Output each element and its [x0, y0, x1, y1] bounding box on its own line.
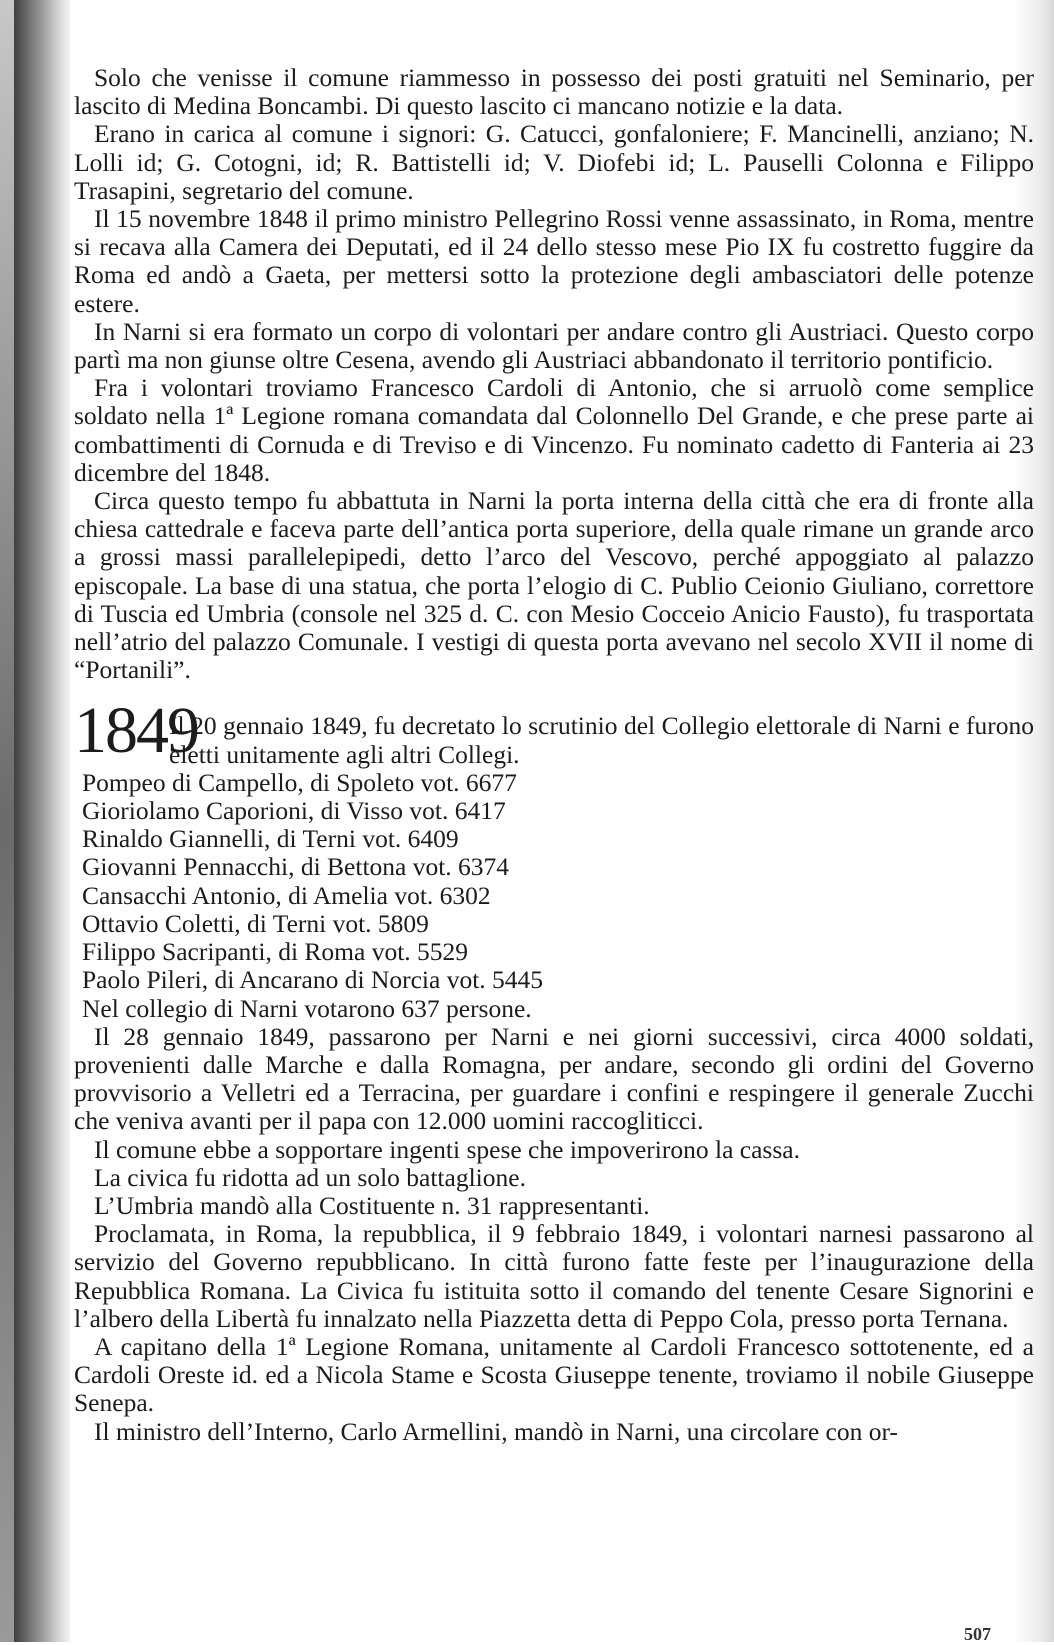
paragraph: La civica fu ridotta ad un solo battaglione.: [94, 1162, 526, 1192]
paragraph: Il 15 novembre 1848 il primo ministro Pellegrino Rossi venne assassinato, in Roma, mentre si recava alla Camera dei Deputati, ed il 24 dello stesso mese Pio IX fu costretto fuggire da Roma ed andò a Gaeta, per mettersi sotto la protezione degli ambasciatori delle potenze estere.: [74, 204, 1034, 318]
page-number: 507: [964, 1624, 991, 1644]
list-item: Gioriolamo Caporioni, di Visso vot. 6417: [82, 796, 506, 826]
list-item: Filippo Sacripanti, di Roma vot. 5529: [82, 937, 469, 967]
page-body: [74, 64, 1034, 1446]
paragraph: Erano in carica al comune i signori: G. Catucci, gonfaloniere; F. Mancinelli, anziano; N. Lolli id; G. Cotogni, id; R. Battistelli id; V. Diofebi id; L. Pauselli Colonna e Filippo Trasapini, segretario del comune.: [74, 119, 1034, 205]
paragraph: Il comune ebbe a sopportare ingenti spese che impoverirono la cassa.: [94, 1134, 800, 1164]
paragraph: In Narni si era formato un corpo di volontari per andare contro gli Austriaci. Questo corpo partì ma non giunse oltre Cesena, avendo gli Austriaci abbandonato il territorio pontificio.: [74, 316, 1034, 375]
list-item: Pompeo di Campello, di Spoleto vot. 6677: [82, 767, 517, 797]
paragraph: Il ministro dell’Interno, Carlo Armellini, mandò in Narni, una circolare con or-: [94, 1416, 898, 1446]
paragraph: Il 28 gennaio 1849, passarono per Narni e nei giorni successivi, circa 4000 soldati, provenienti dalle Marche e dalla Romagna, per andare, secondo gli ordini del Governo provvisorio a Velletri ed a Terracina, per guardare i confini e respingere il generale Zucchi che veniva avanti per il papa con 12.000 uomini raccogliticci.: [74, 1021, 1034, 1136]
list-item: Rinaldo Giannelli, di Terni vot. 6409: [82, 824, 459, 854]
paragraph: Proclamata, in Roma, la repubblica, il 9 febbraio 1849, i volontari narnesi passarono al servizio del Governo repubblicano. In città furono fatte feste per l’inaugurazione della Repubblica Romana. La Civica fu istituita sotto il comando del tenente Cesare Signorini e l’albero della Libertà fu innalzato nella Piazzetta detta di Peppo Cola, presso porta Ternana.: [74, 1219, 1034, 1333]
paragraph: Fra i volontari troviamo Francesco Cardoli di Antonio, che si arruolò come semplice soldato nella 1ª Legione romana comandata dal Colonnello Del Grande, e che prese parte ai combattimenti di Cornuda e di Treviso e di Vincenzo. Fu nominato cadetto di Fanteria ai 23 dicembre del 1848.: [74, 373, 1034, 487]
list-item: Paolo Pileri, di Ancarano di Norcia vot. 5445: [82, 965, 544, 995]
year-heading: 1849: [74, 694, 198, 768]
elected-list: [74, 769, 1034, 1023]
paragraph: Solo che venisse il comune riammesso in possesso dei posti gratuiti nel Seminario, per lascito di Medina Boncambi. Di questo lascito ci mancano notizie e la data.: [74, 63, 1034, 121]
list-item: Ottavio Coletti, di Terni vot. 5809: [82, 908, 429, 938]
year-intro: Il 20 gennaio 1849, fu decretato lo scrutinio del Collegio elettorale di Narni e furono eletti unitamente agli altri Collegi.: [169, 711, 1034, 769]
paragraph: L’Umbria mandò alla Costituente n. 31 rappresentanti.: [94, 1190, 650, 1220]
paragraph: Circa questo tempo fu abbattuta in Narni la porta interna della città che era di fronte alla chiesa cattedrale e faceva parte dell’antica porta superiore, della quale rimane un grande arco a grossi massi parallelepipedi, detto l’arco del Vescovo, perché appoggiato al palazzo episcopale. La base di una statua, che porta l’elogio di C. Publio Ceionio Giuliano, correttore di Tuscia ed Umbria (console nel 325 d. C. con Mesio Cocceio Anicio Fausto), fu trasportata nell’atrio del palazzo Comunale. I vestigi di questa porta avevano nel secolo XVII il nome di “Portanili”.: [74, 486, 1034, 685]
paragraph: A capitano della 1ª Legione Romana, unitamente al Cardoli Francesco sottotenente, ed a Cardoli Oreste id. ed a Nicola Stame e Scosta Giuseppe tenente, troviamo il nobile Giuseppe Senepa.: [74, 1331, 1034, 1418]
list-item: Nel collegio di Narni votarono 637 persone.: [82, 993, 532, 1023]
year-section: [74, 694, 1034, 769]
binding-edge: [0, 0, 14, 1642]
list-item: Giovanni Pennacchi, di Bettona vot. 6374: [82, 852, 510, 882]
list-item: Cansacchi Antonio, di Amelia vot. 6302: [82, 880, 491, 910]
